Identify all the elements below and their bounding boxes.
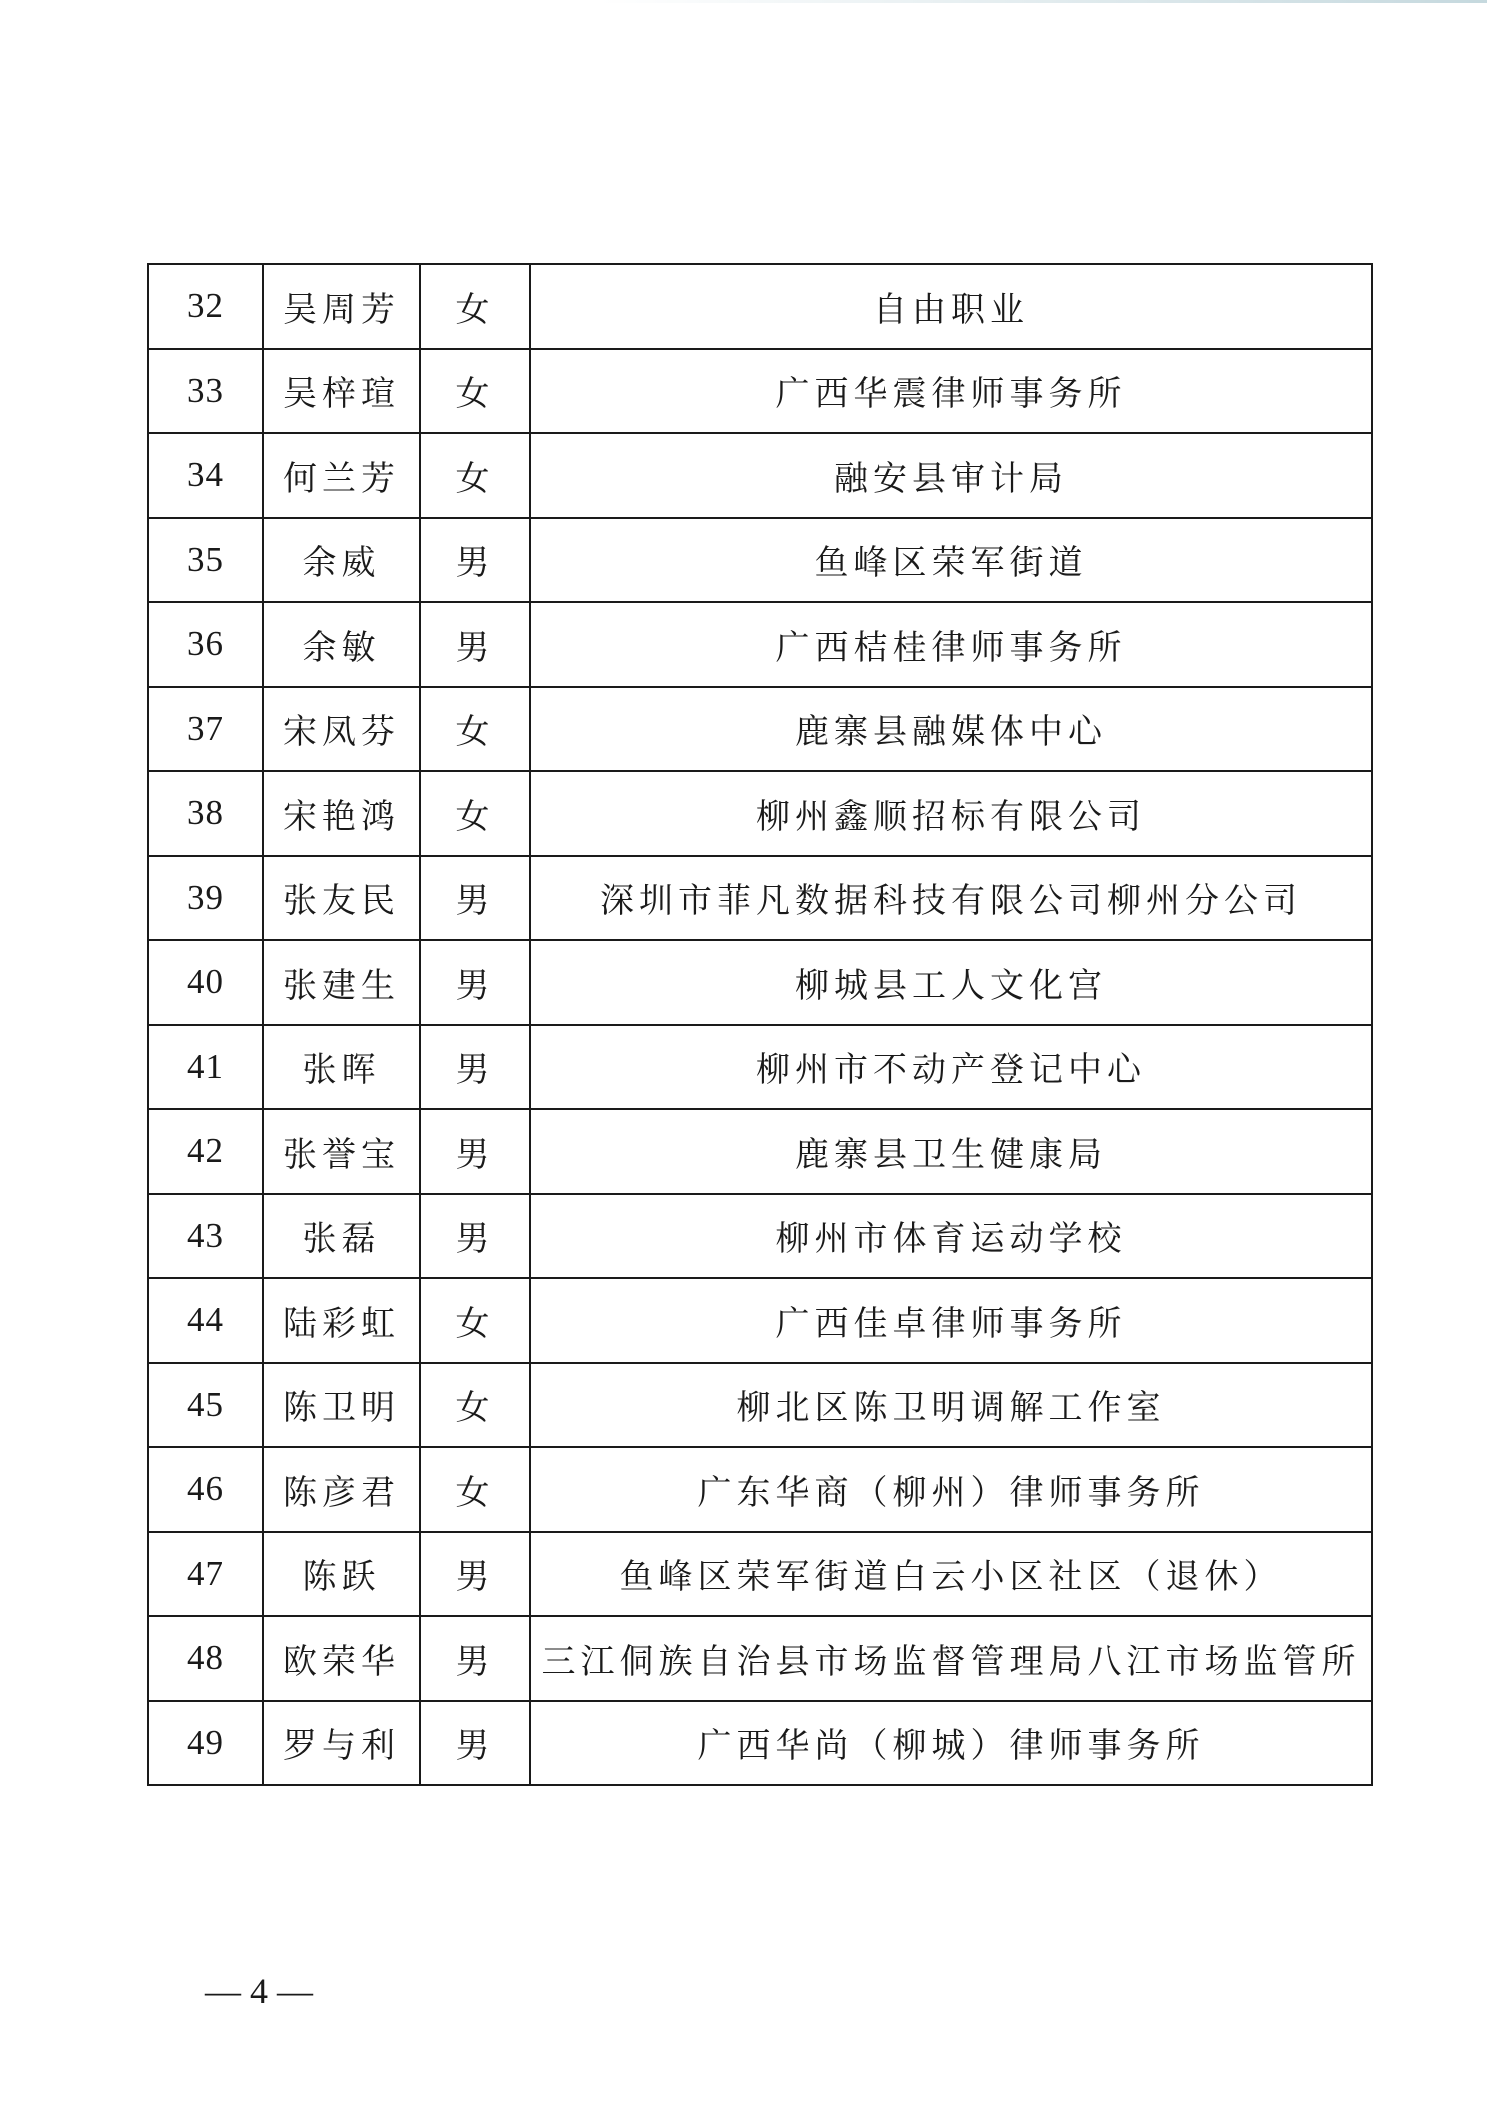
gender-cell: 男 (420, 1109, 530, 1194)
row-number-cell: 47 (148, 1532, 263, 1617)
gender-cell: 女 (420, 433, 530, 518)
name-cell: 陈跃 (263, 1532, 420, 1617)
row-number-cell: 39 (148, 856, 263, 941)
row-number-cell: 45 (148, 1363, 263, 1448)
unit-cell: 深圳市菲凡数据科技有限公司柳州分公司 (530, 856, 1372, 941)
gender-cell: 女 (420, 1278, 530, 1363)
name-cell: 余敏 (263, 602, 420, 687)
row-number-cell: 35 (148, 518, 263, 603)
row-number-cell: 44 (148, 1278, 263, 1363)
name-cell: 陈彦君 (263, 1447, 420, 1532)
gender-cell: 男 (420, 856, 530, 941)
row-number-cell: 43 (148, 1194, 263, 1279)
table-row (148, 1447, 1372, 1532)
table-row (148, 1194, 1372, 1279)
name-cell: 吴梓瑄 (263, 349, 420, 434)
row-number-cell: 38 (148, 771, 263, 856)
table-row (148, 602, 1372, 687)
scan-edge (600, 0, 1487, 3)
row-number-cell: 46 (148, 1447, 263, 1532)
name-cell: 张建生 (263, 940, 420, 1025)
gender-cell: 女 (420, 264, 530, 349)
gender-cell: 男 (420, 602, 530, 687)
gender-cell: 男 (420, 518, 530, 603)
name-cell: 余威 (263, 518, 420, 603)
name-cell: 欧荣华 (263, 1616, 420, 1701)
table-row (148, 1701, 1372, 1786)
gender-cell: 女 (420, 687, 530, 772)
table-row (148, 518, 1372, 603)
row-number-cell: 42 (148, 1109, 263, 1194)
name-cell: 陈卫明 (263, 1363, 420, 1448)
unit-cell: 柳州鑫顺招标有限公司 (530, 771, 1372, 856)
row-number-cell: 36 (148, 602, 263, 687)
table-row (148, 264, 1372, 349)
table-row (148, 856, 1372, 941)
table-row (148, 771, 1372, 856)
table-row (148, 687, 1372, 772)
unit-cell: 广西华尚（柳城）律师事务所 (530, 1701, 1372, 1786)
member-roster-table (147, 263, 1373, 1786)
unit-cell: 广西佳卓律师事务所 (530, 1278, 1372, 1363)
row-number-cell: 33 (148, 349, 263, 434)
unit-cell: 广西桔桂律师事务所 (530, 602, 1372, 687)
page-number: — 4 — (205, 1971, 313, 2011)
row-number-cell: 49 (148, 1701, 263, 1786)
name-cell: 陆彩虹 (263, 1278, 420, 1363)
gender-cell: 女 (420, 771, 530, 856)
name-cell: 何兰芳 (263, 433, 420, 518)
unit-cell: 鱼峰区荣军街道白云小区社区（退休） (530, 1532, 1372, 1617)
gender-cell: 女 (420, 349, 530, 434)
gender-cell: 男 (420, 1701, 530, 1786)
table-row (148, 433, 1372, 518)
name-cell: 张誉宝 (263, 1109, 420, 1194)
table-row (148, 1532, 1372, 1617)
name-cell: 张友民 (263, 856, 420, 941)
row-number-cell: 48 (148, 1616, 263, 1701)
gender-cell: 男 (420, 1025, 530, 1110)
gender-cell: 男 (420, 1616, 530, 1701)
unit-cell: 柳城县工人文化宫 (530, 940, 1372, 1025)
name-cell: 宋凤芬 (263, 687, 420, 772)
table-row (148, 940, 1372, 1025)
name-cell: 吴周芳 (263, 264, 420, 349)
name-cell: 宋艳鸿 (263, 771, 420, 856)
row-number-cell: 32 (148, 264, 263, 349)
gender-cell: 男 (420, 940, 530, 1025)
unit-cell: 自由职业 (530, 264, 1372, 349)
unit-cell: 柳州市体育运动学校 (530, 1194, 1372, 1279)
table-row (148, 1025, 1372, 1110)
unit-cell: 鹿寨县融媒体中心 (530, 687, 1372, 772)
gender-cell: 女 (420, 1363, 530, 1448)
name-cell: 张晖 (263, 1025, 420, 1110)
row-number-cell: 34 (148, 433, 263, 518)
unit-cell: 三江侗族自治县市场监督管理局八江市场监管所 (530, 1616, 1372, 1701)
gender-cell: 男 (420, 1194, 530, 1279)
name-cell: 罗与利 (263, 1701, 420, 1786)
gender-cell: 女 (420, 1447, 530, 1532)
unit-cell: 柳州市不动产登记中心 (530, 1025, 1372, 1110)
row-number-cell: 40 (148, 940, 263, 1025)
unit-cell: 融安县审计局 (530, 433, 1372, 518)
table-row (148, 349, 1372, 434)
table-row (148, 1278, 1372, 1363)
unit-cell: 广东华商（柳州）律师事务所 (530, 1447, 1372, 1532)
unit-cell: 广西华震律师事务所 (530, 349, 1372, 434)
table-row (148, 1363, 1372, 1448)
table-row (148, 1616, 1372, 1701)
unit-cell: 鹿寨县卫生健康局 (530, 1109, 1372, 1194)
roster-body (148, 264, 1372, 1785)
row-number-cell: 37 (148, 687, 263, 772)
name-cell: 张磊 (263, 1194, 420, 1279)
unit-cell: 柳北区陈卫明调解工作室 (530, 1363, 1372, 1448)
unit-cell: 鱼峰区荣军街道 (530, 518, 1372, 603)
gender-cell: 男 (420, 1532, 530, 1617)
table-row (148, 1109, 1372, 1194)
row-number-cell: 41 (148, 1025, 263, 1110)
